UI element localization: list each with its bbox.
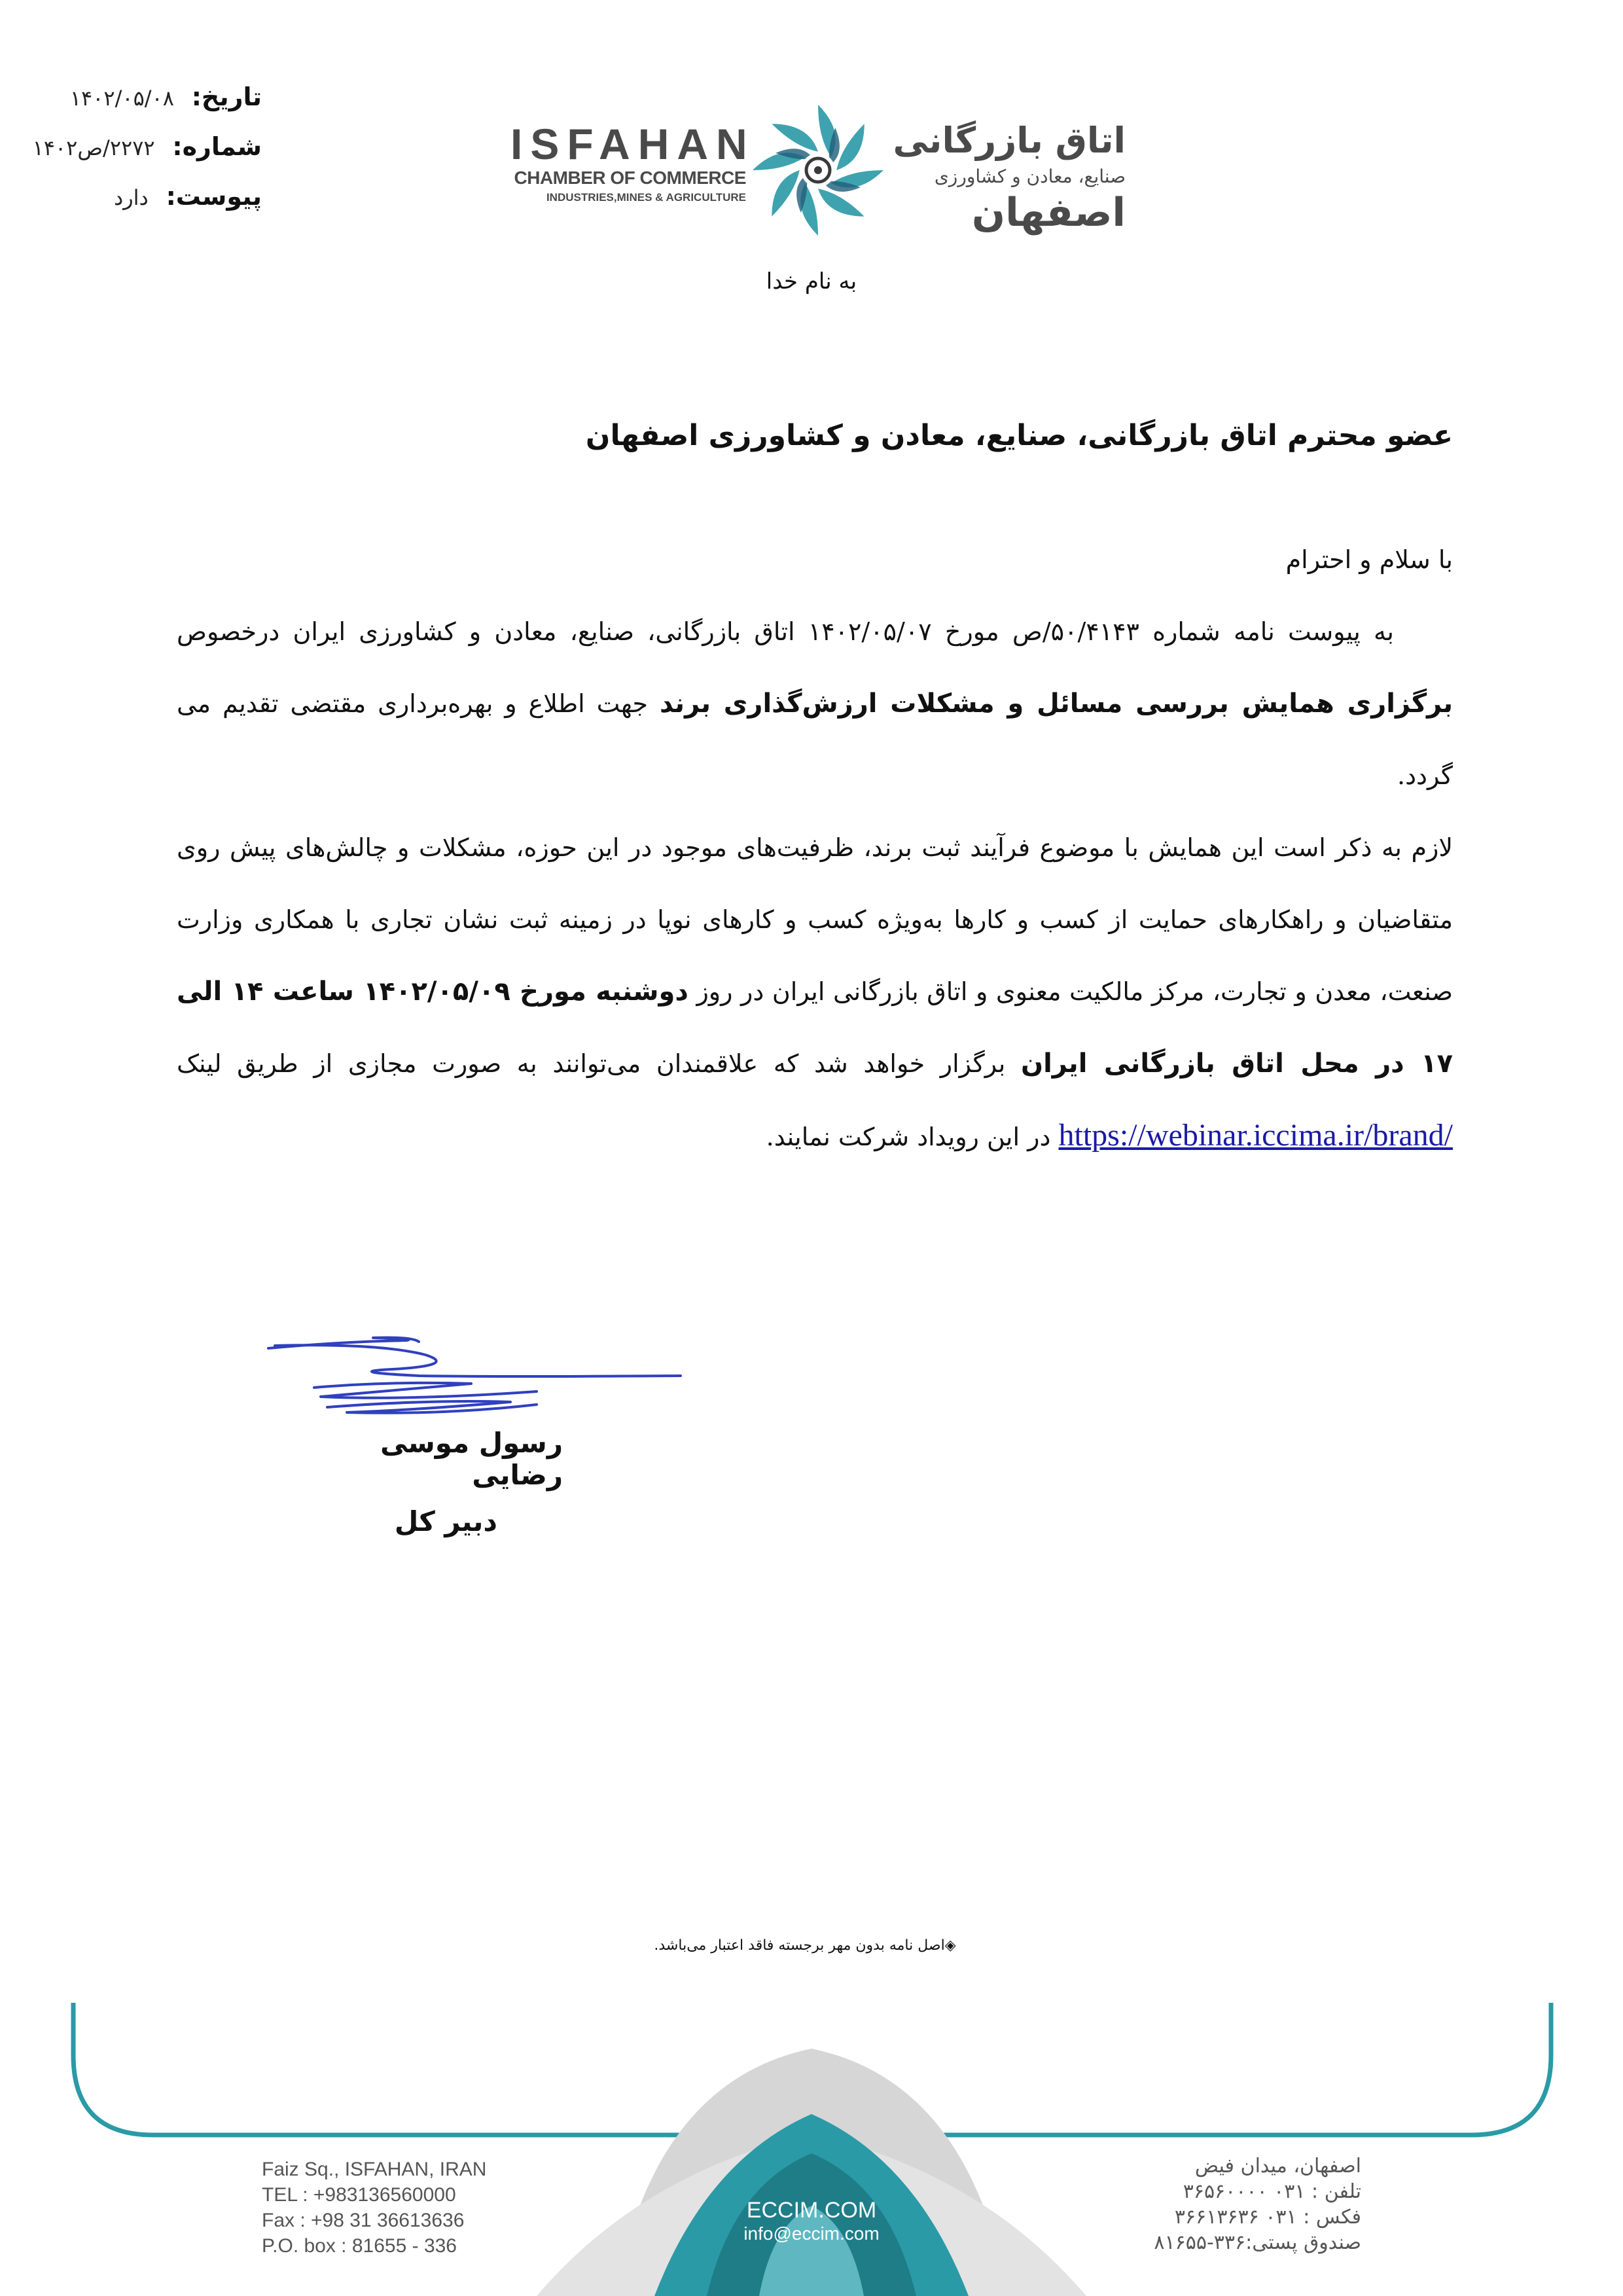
date-row: [26, 72, 262, 122]
p1-bold-event: برگزاری همایش بررسی مسائل و مشکلات ارزش‌گذاری برند: [659, 689, 1454, 719]
logo-en-line3: INDUSTRIES,MINES & AGRICULTURE: [546, 191, 746, 204]
logo-persian-text: [890, 118, 1126, 236]
footer-en-tel: TEL : +983136560000: [262, 2184, 456, 2206]
footer-en-address: Faiz Sq., ISFAHAN, IRAN: [262, 2159, 487, 2180]
handwritten-signature: [262, 1329, 694, 1433]
logo-fa-line2: صنایع، معادن و کشاورزی: [934, 166, 1126, 187]
footer-email[interactable]: info@eccim.com: [743, 2223, 880, 2244]
footer-fa-address: اصفهان، میدان فیض: [1194, 2155, 1361, 2178]
logo-english-text: [510, 120, 755, 206]
letter-meta: [26, 72, 262, 221]
number-value: ۲۲۷۲/ص۱۴۰۲: [32, 135, 155, 160]
signer-name: رسول موسی رضایی: [380, 1427, 563, 1491]
signer-title: دبیر کل: [394, 1505, 497, 1537]
footer-english-contact: [262, 2157, 602, 2259]
greeting: با سلام و احترام: [1285, 545, 1453, 574]
footer-persian-contact: [1086, 2153, 1361, 2255]
logo-fa-line1: اتاق بازرگانی: [893, 120, 1126, 161]
footer-en-pobox: P.O. box : 81655 - 336: [262, 2235, 457, 2257]
p1-text-b: جهت اطلاع و بهره‌برداری مقتضی تقدیم می گردد.: [177, 689, 1453, 790]
basmala: به نام خدا: [766, 268, 857, 295]
attachment-value: دارد: [113, 185, 149, 210]
letter-body: [177, 524, 1453, 1173]
p2-text-b: برگزار خواهد شد که علاقمندان می‌توانند به صورت مجازی از طریق لینک: [177, 1049, 1021, 1078]
chamber-emblem-icon: [740, 98, 897, 242]
footer-website[interactable]: ECCIM.COM: [746, 2198, 877, 2223]
paragraph-1: [177, 596, 1453, 812]
date-label: تاریخ:: [191, 82, 262, 111]
footer-lotus-graphic: [537, 2049, 1086, 2296]
p2-text-c: در این رویداد شرکت نمایند.: [766, 1122, 1059, 1151]
logo-en-line1: ISFAHAN: [510, 120, 755, 168]
validity-notice: ◈اصل نامه بدون مهر برجسته فاقد اعتبار می‌باشد.: [654, 1937, 956, 1954]
recipient-heading: عضو محترم اتاق بازرگانی، صنایع، معادن و کشاورزی اصفهان: [585, 419, 1453, 452]
logo-fa-line3: اصفهان: [971, 190, 1126, 236]
number-label: شماره:: [172, 132, 262, 161]
footer-fa-tel: تلفن : ۰۳۱ ۳۶۵۶۰۰۰۰: [1183, 2180, 1361, 2203]
footer-en-fax: Fax : +98 31 36613636: [262, 2210, 465, 2231]
logo-en-line2: CHAMBER OF COMMERCE: [514, 168, 746, 188]
p1-text-a: به پیوست نامه شماره ۵۰/۴۱۴۳/ص مورخ ۱۴۰۲/۰۵/۰۷ اتاق بازرگانی، صنایع، معادن و کشاورزی ایران درخصوص: [177, 617, 1394, 646]
attachment-row: [26, 171, 262, 221]
p2-text-a: لازم به ذکر است این همایش با موضوع فرآیند ثبت برند، ظرفیت‌های موجود در این حوزه، مشکلات و چالش‌های پیش روی متقاضیان و راهکارهای حمایت از کسب و کارها به‌ویژه کسب و کارهای نوپا در زمینه ثبت نشان تجاری با همکاری وزارت صنعت، معدن و تجارت، مرکز مالکیت معنوی و اتاق بازرگانی ایران در روز: [177, 833, 1454, 1006]
number-row: [26, 122, 262, 171]
date-value: ۱۴۰۲/۰۵/۰۸: [69, 86, 174, 111]
webinar-link[interactable]: https://webinar.iccima.ir/brand/: [1058, 1118, 1453, 1153]
paragraph-2: [177, 812, 1453, 1173]
attachment-label: پیوست:: [166, 182, 262, 211]
footer-fa-fax: فکس : ۰۳۱ ۳۶۶۱۳۶۳۶: [1174, 2206, 1361, 2229]
footer-web: [707, 2198, 916, 2245]
footer-fa-pobox: صندوق پستی:۳۳۶-۸۱۶۵۵: [1154, 2231, 1361, 2254]
p2-bold-datetime: دوشنبه مورخ ۱۴۰۲/۰۵/۰۹ ساعت ۱۴ الی ۱۷ در محل اتاق بازرگانی ایران: [177, 977, 1453, 1079]
